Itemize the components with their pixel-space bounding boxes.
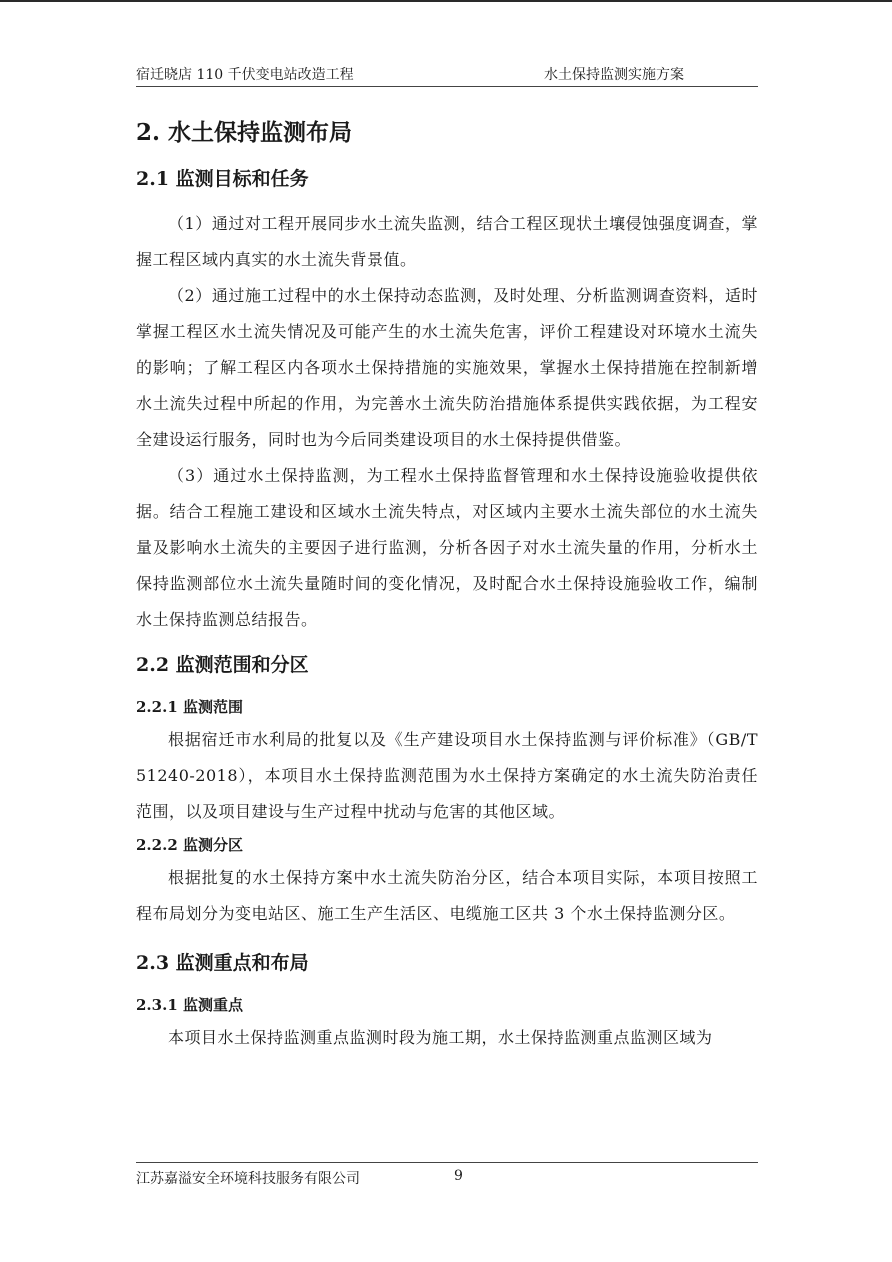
section-2-heading: 2. 水土保持监测布局 bbox=[136, 119, 353, 146]
page-header bbox=[136, 64, 758, 86]
page-top-border bbox=[0, 0, 892, 2]
section-2-2-heading: 2.2 监测范围和分区 bbox=[136, 654, 309, 676]
section-2-2-1-heading: 2.2.1 监测范围 bbox=[136, 698, 243, 716]
footer-company-name: 江苏嘉溢安全环境科技服务有限公司 bbox=[136, 1171, 360, 1187]
section-2-1-paragraph-2: （2）通过施工过程中的水土保持动态监测，及时处理、分析监测调查资料，适时掌握工程区水土流失情况及可能产生的水土流失危害，评价工程建设对环境水土流失的影响；了解工程区内各项水土保持措施的实施效果，掌握水土保持措施在控制新增水土流失过程中所起的作用，为完善水土流失防治措施体系提供实践依据，为工程安全建设运行服务，同时也为今后同类建设项目的水土保持提供借鉴。 bbox=[136, 286, 758, 449]
header-document-title: 水土保持监测实施方案 bbox=[544, 67, 684, 83]
page-footer bbox=[136, 1168, 758, 1190]
section-2-2-2-paragraph: 根据批复的水土保持方案中水土流失防治分区，结合本项目实际，本项目按照工程布局划分为变电站区、施工生产生活区、电缆施工区共 3 个水土保持监测分区。 bbox=[136, 868, 758, 923]
section-2-1-heading: 2.1 监测目标和任务 bbox=[136, 168, 309, 190]
section-2-1-paragraph-1: （1）通过对工程开展同步水土流失监测，结合工程区现状土壤侵蚀强度调查，掌握工程区域内真实的水土流失背景值。 bbox=[136, 214, 758, 269]
header-rule bbox=[136, 86, 758, 87]
section-2-3-1-heading: 2.3.1 监测重点 bbox=[136, 996, 243, 1014]
section-2-2-1-paragraph: 根据宿迁市水利局的批复以及《生产建设项目水土保持监测与评价标准》（GB/T 51240-2018），本项目水土保持监测范围为水土保持方案确定的水土流失防治责任范围，以及项目建设与生产过程中扰动与危害的其他区域。 bbox=[136, 730, 758, 821]
section-2-3-1-paragraph: 本项目水土保持监测重点监测时段为施工期，水土保持监测重点监测区域为 bbox=[168, 1028, 713, 1047]
header-project-name: 宿迁晓店 110 千伏变电站改造工程 bbox=[136, 67, 354, 83]
page-number: 9 bbox=[454, 1168, 463, 1184]
footer-rule bbox=[136, 1162, 758, 1163]
section-2-3-heading: 2.3 监测重点和布局 bbox=[136, 952, 309, 974]
page-content bbox=[136, 114, 758, 1056]
section-2-2-2-heading: 2.2.2 监测分区 bbox=[136, 836, 243, 854]
section-2-1-paragraph-3: （3）通过水土保持监测，为工程水土保持监督管理和水土保持设施验收提供依据。结合工程施工建设和区域水土流失特点，对区域内主要水土流失部位的水土流失量及影响水土流失的主要因子进行监测，分析各因子对水土流失量的作用，分析水土保持监测部位水土流失量随时间的变化情况，及时配合水土保持设施验收工作，编制水土保持监测总结报告。 bbox=[136, 466, 758, 629]
